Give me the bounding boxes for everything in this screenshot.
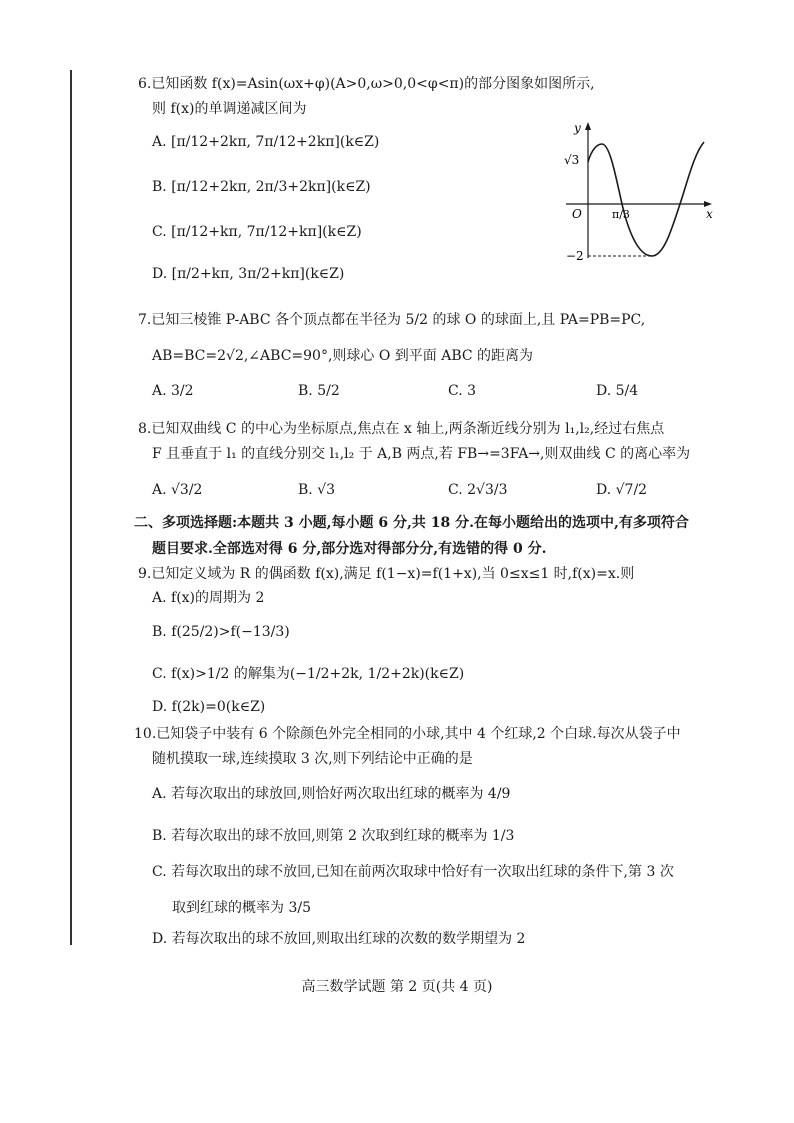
q7-stem-line1: 7.已知三棱锥 P-ABC 各个顶点都在半径为 5/2 的球 O 的球面上,且 PA=PB=PC, <box>138 312 646 328</box>
graph-pi3-label: π/3 <box>612 208 630 221</box>
q8-option-a: A. √3/2 <box>152 482 203 498</box>
section-2-header-line1: 二、多项选择题:本题共 3 小题,每小题 6 分,共 18 分.在每小题给出的选项中,有多项符合 <box>134 515 689 531</box>
graph-sqrt3-label: √3 <box>564 153 580 167</box>
q10-option-a: A. 若每次取出的球放回,则恰好两次取出红球的概率为 4/9 <box>152 786 511 802</box>
q7-option-a: A. 3/2 <box>152 383 194 399</box>
q7-stem-line2: AB=BC=2√2,∠ABC=90°,则球心 O 到平面 ABC 的距离为 <box>152 348 534 364</box>
q6-option-c <box>152 222 362 242</box>
graph-y-arrow-icon <box>585 122 591 130</box>
q7-option-d: D. 5/4 <box>596 383 639 399</box>
graph-y-label: y <box>574 121 581 135</box>
q6-sine-graph <box>560 118 720 268</box>
q9-option-c: C. f(x)>1/2 的解集为(−1/2+2k, 1/2+2k)(k∈Z) <box>152 666 465 682</box>
q6-option-b-text: [π/12+2kπ, 2π/3+2kπ](k∈Z) <box>171 179 371 195</box>
binding-margin-line <box>70 70 72 945</box>
q9-stem: 9.已知定义域为 R 的偶函数 f(x),满足 f(1−x)=f(1+x),当 0≤x≤1 时,f(x)=x.则 <box>138 566 635 582</box>
q8-stem-line2: F 且垂直于 l₁ 的直线分别交 l₁,l₂ 于 A,B 两点,若 FB→=3FA→,则双曲线 C 的离心率为 <box>152 446 691 462</box>
q6-option-d-label: D. <box>152 266 168 282</box>
q10-option-b: B. 若每次取出的球不放回,则第 2 次取到红球的概率为 1/3 <box>152 828 515 844</box>
q8-stem-line1: 8.已知双曲线 C 的中心为坐标原点,焦点在 x 轴上,两条渐近线分别为 l₁,l₂,经过右焦点 <box>138 421 665 437</box>
q10-option-c-line1: C. 若每次取出的球不放回,已知在前两次取球中恰好有一次取出红球的条件下,第 3 次 <box>152 864 674 880</box>
page-footer: 高三数学试题 第 2 页(共 4 页) <box>301 979 493 995</box>
q6-option-b <box>152 177 371 197</box>
q6-option-d <box>152 264 344 284</box>
q7-option-c: C. 3 <box>448 383 477 399</box>
q6-option-c-text: [π/12+kπ, 7π/12+kπ](k∈Z) <box>171 224 362 240</box>
q8-option-b: B. √3 <box>298 482 336 498</box>
q10-stem-line2: 随机摸取一球,连续摸取 3 次,则下列结论中正确的是 <box>152 751 473 767</box>
graph-x-label: x <box>706 207 713 221</box>
q9-option-b: B. f(25/2)>f(−13/3) <box>152 624 290 640</box>
q6-option-c-label: C. <box>152 224 167 240</box>
q6-stem-text: 6.已知函数 f(x)=Asin(ωx+φ)(A>0,ω>0,0<φ<π)的部分图象如图所示, <box>138 76 595 92</box>
q6-option-d-text: [π/2+kπ, 3π/2+kπ](k∈Z) <box>171 266 345 282</box>
q10-stem-line1: 10.已知袋子中装有 6 个除颜色外完全相同的小球,其中 4 个红球,2 个白球.每次从袋子中 <box>134 726 681 742</box>
q10-option-d: D. 若每次取出的球不放回,则取出红球的次数的数学期望为 2 <box>152 931 526 947</box>
q9-option-a: A. f(x)的周期为 2 <box>152 590 265 606</box>
graph-neg2-label: −2 <box>566 249 584 263</box>
q6-stem-line1 <box>138 74 595 94</box>
q8-option-d: D. √7/2 <box>596 482 648 498</box>
q9-option-d: D. f(2k)=0(k∈Z) <box>152 699 266 715</box>
q6-option-a <box>152 132 379 152</box>
q6-option-b-label: B. <box>152 179 167 195</box>
q10-option-c-line2: 取到红球的概率为 3/5 <box>172 900 311 916</box>
graph-sine-curve <box>588 142 704 256</box>
q7-option-b: B. 5/2 <box>298 383 340 399</box>
q6-option-a-label: A. <box>152 134 167 150</box>
graph-origin-label: O <box>572 207 582 221</box>
q6-stem-line2: 则 f(x)的单调递减区间为 <box>152 101 307 117</box>
section-2-header-line2: 题目要求.全部选对得 6 分,部分选对得部分分,有选错的得 0 分. <box>152 541 547 557</box>
q8-option-c: C. 2√3/3 <box>448 482 508 498</box>
q6-option-a-text: [π/12+2kπ, 7π/12+2kπ](k∈Z) <box>171 134 380 150</box>
